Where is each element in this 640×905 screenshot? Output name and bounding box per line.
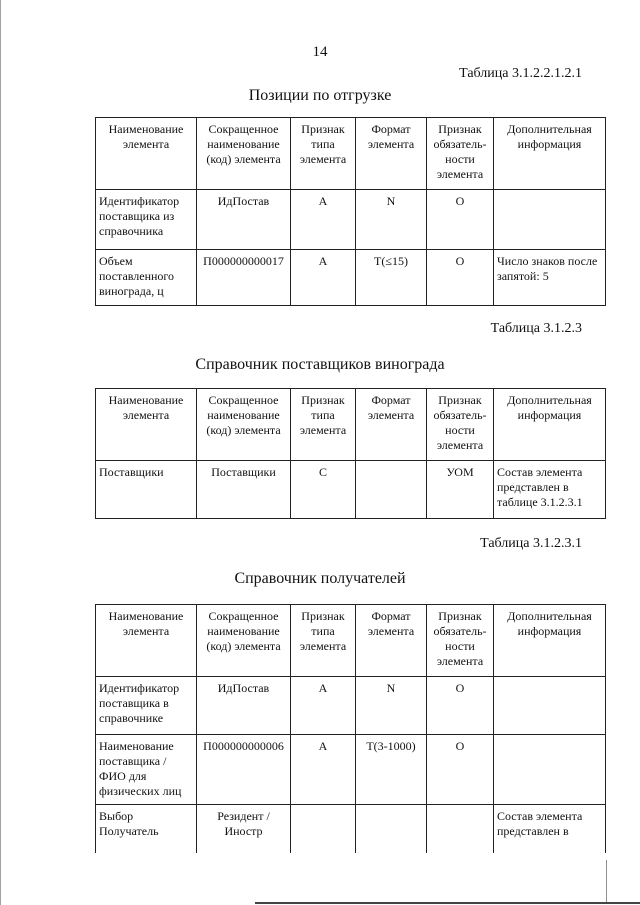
cell-code: Резидент / Иностр bbox=[197, 805, 291, 853]
table-row bbox=[96, 805, 606, 853]
cell-code: П000000000006 bbox=[197, 735, 291, 805]
table2 bbox=[95, 388, 606, 519]
cell-format bbox=[356, 461, 427, 519]
cell-info: Состав элемента представлен в bbox=[494, 805, 606, 853]
table1 bbox=[95, 117, 606, 306]
col-header-code: Сокращенное наименование (код) элемента bbox=[197, 605, 291, 677]
col-header-format: Формат элемента bbox=[356, 389, 427, 461]
cell-required: О bbox=[427, 735, 494, 805]
col-header-name: Наименование элемента bbox=[96, 389, 197, 461]
cell-type: С bbox=[291, 461, 356, 519]
table-row bbox=[96, 677, 606, 735]
cell-type: А bbox=[291, 735, 356, 805]
cell-name: Наименование поставщика / ФИО для физических лиц bbox=[96, 735, 197, 805]
table2-title: Справочник поставщиков винограда bbox=[195, 356, 445, 373]
page-number: 14 bbox=[312, 44, 328, 60]
cell-info bbox=[494, 677, 606, 735]
table3-number: Таблица 3.1.2.3.1 bbox=[480, 536, 582, 551]
cell-name: Поставщики bbox=[96, 461, 197, 519]
cell-info bbox=[494, 190, 606, 250]
cell-name: Объем поставленного винограда, ц bbox=[96, 250, 197, 306]
cell-type: А bbox=[291, 190, 356, 250]
cell-type: А bbox=[291, 677, 356, 735]
col-header-required: Признак обязатель-ности элемента bbox=[427, 389, 494, 461]
col-header-name: Наименование элемента bbox=[96, 605, 197, 677]
col-header-required: Признак обязатель-ности элемента bbox=[427, 605, 494, 677]
cell-type: А bbox=[291, 250, 356, 306]
table1-header-row bbox=[96, 118, 606, 190]
col-header-required: Признак обязатель-ности элемента bbox=[427, 118, 494, 190]
scan-edge-left bbox=[0, 0, 1, 905]
table1-title: Позиции по отгрузке bbox=[248, 87, 392, 104]
scan-edge-bottom bbox=[255, 902, 640, 904]
table2-header-row bbox=[96, 389, 606, 461]
table3 bbox=[95, 604, 606, 853]
cell-info bbox=[494, 735, 606, 805]
cell-format: T(≤15) bbox=[356, 250, 427, 306]
table2-number: Таблица 3.1.2.3 bbox=[490, 321, 582, 336]
col-header-format: Формат элемента bbox=[356, 118, 427, 190]
table-row bbox=[96, 735, 606, 805]
cell-code: ИдПостав bbox=[197, 677, 291, 735]
table-row bbox=[96, 190, 606, 250]
cell-required: О bbox=[427, 250, 494, 306]
cell-type bbox=[291, 805, 356, 853]
cell-required: О bbox=[427, 190, 494, 250]
col-header-code: Сокращенное наименование (код) элемента bbox=[197, 118, 291, 190]
scan-edge-right bbox=[606, 860, 607, 902]
cell-code: ИдПостав bbox=[197, 190, 291, 250]
cell-required bbox=[427, 805, 494, 853]
cell-format: N bbox=[356, 677, 427, 735]
col-header-name: Наименование элемента bbox=[96, 118, 197, 190]
col-header-info: Дополнительная информация bbox=[494, 389, 606, 461]
cell-info: Число знаков после запятой: 5 bbox=[494, 250, 606, 306]
col-header-format: Формат элемента bbox=[356, 605, 427, 677]
col-header-code: Сокращенное наименование (код) элемента bbox=[197, 389, 291, 461]
cell-name: Идентификатор поставщика из справочника bbox=[96, 190, 197, 250]
cell-name: Выбор Получатель bbox=[96, 805, 197, 853]
cell-required: О bbox=[427, 677, 494, 735]
cell-info: Состав элемента представлен в таблице 3.1.2.3.1 bbox=[494, 461, 606, 519]
cell-format: T(3-1000) bbox=[356, 735, 427, 805]
col-header-type: Признак типа элемента bbox=[291, 389, 356, 461]
table-row bbox=[96, 461, 606, 519]
table3-title: Справочник получателей bbox=[234, 570, 406, 587]
cell-format: N bbox=[356, 190, 427, 250]
table3-header-row bbox=[96, 605, 606, 677]
col-header-type: Признак типа элемента bbox=[291, 605, 356, 677]
cell-format bbox=[356, 805, 427, 853]
table1-number: Таблица 3.1.2.2.1.2.1 bbox=[459, 66, 582, 81]
cell-required: УОМ bbox=[427, 461, 494, 519]
cell-name: Идентификатор поставщика в справочнике bbox=[96, 677, 197, 735]
table-row bbox=[96, 250, 606, 306]
col-header-info: Дополнительная информация bbox=[494, 605, 606, 677]
cell-code: П000000000017 bbox=[197, 250, 291, 306]
cell-code: Поставщики bbox=[197, 461, 291, 519]
col-header-type: Признак типа элемента bbox=[291, 118, 356, 190]
col-header-info: Дополнительная информация bbox=[494, 118, 606, 190]
